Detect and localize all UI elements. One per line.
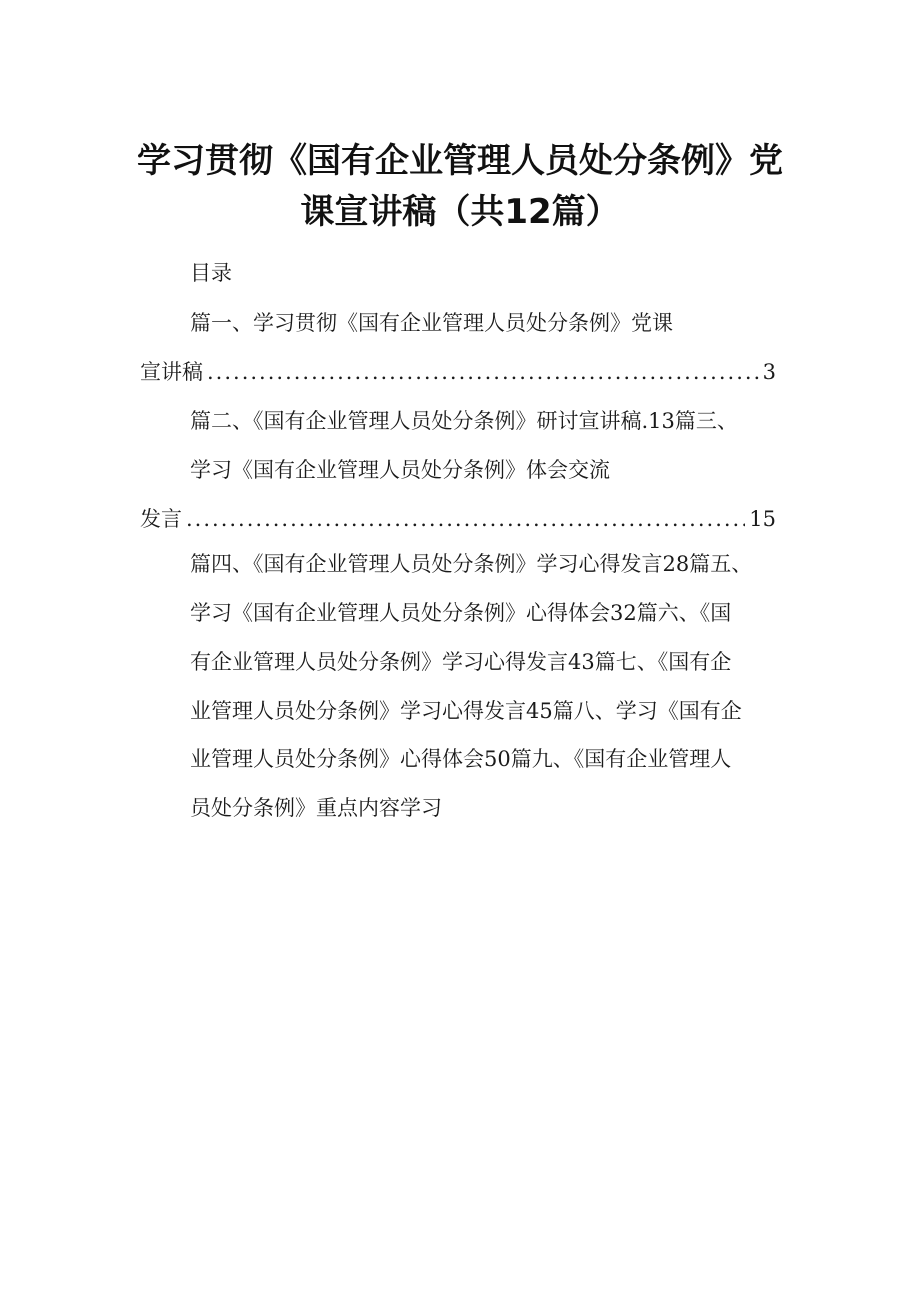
- toc-entry-text: 发言: [140, 507, 182, 531]
- toc-entry-line: 篇二、《国有企业管理人员处分条例》研讨宣讲稿.13篇三、: [190, 409, 738, 433]
- toc-entry-line: 篇一、学习贯彻《国有企业管理人员处分条例》党课: [190, 311, 673, 335]
- toc-entry-line: 业管理人员处分条例》学习心得发言45篇八、学习《国有企: [190, 699, 742, 723]
- toc-entry-with-page: [140, 504, 776, 534]
- toc-entry-line: 员处分条例》重点内容学习: [190, 796, 442, 820]
- document-title-line-2: 课宣讲稿（共12篇）: [300, 192, 620, 232]
- toc-entry-with-page: [140, 357, 776, 387]
- toc-entry-line: 学习《国有企业管理人员处分条例》体会交流: [190, 458, 610, 482]
- toc-entry-line: 业管理人员处分条例》心得体会50篇九、《国有企业管理人: [190, 747, 732, 771]
- document-title-line-1: 学习贯彻《国有企业管理人员处分条例》党: [137, 141, 783, 181]
- toc-leader-dots: [207, 357, 759, 387]
- toc-heading: 目录: [190, 261, 232, 285]
- toc-entry-text: 宣讲稿: [140, 360, 203, 384]
- toc-page-number: 3: [762, 360, 776, 384]
- toc-entry-line: 有企业管理人员处分条例》学习心得发言43篇七、《国有企: [190, 650, 732, 674]
- toc-entry-line: 学习《国有企业管理人员处分条例》心得体会32篇六、《国: [190, 601, 732, 625]
- toc-page-number: 15: [749, 507, 776, 531]
- toc-leader-dots: [186, 504, 745, 534]
- toc-entry-line: 篇四、《国有企业管理人员处分条例》学习心得发言28篇五、: [190, 552, 753, 576]
